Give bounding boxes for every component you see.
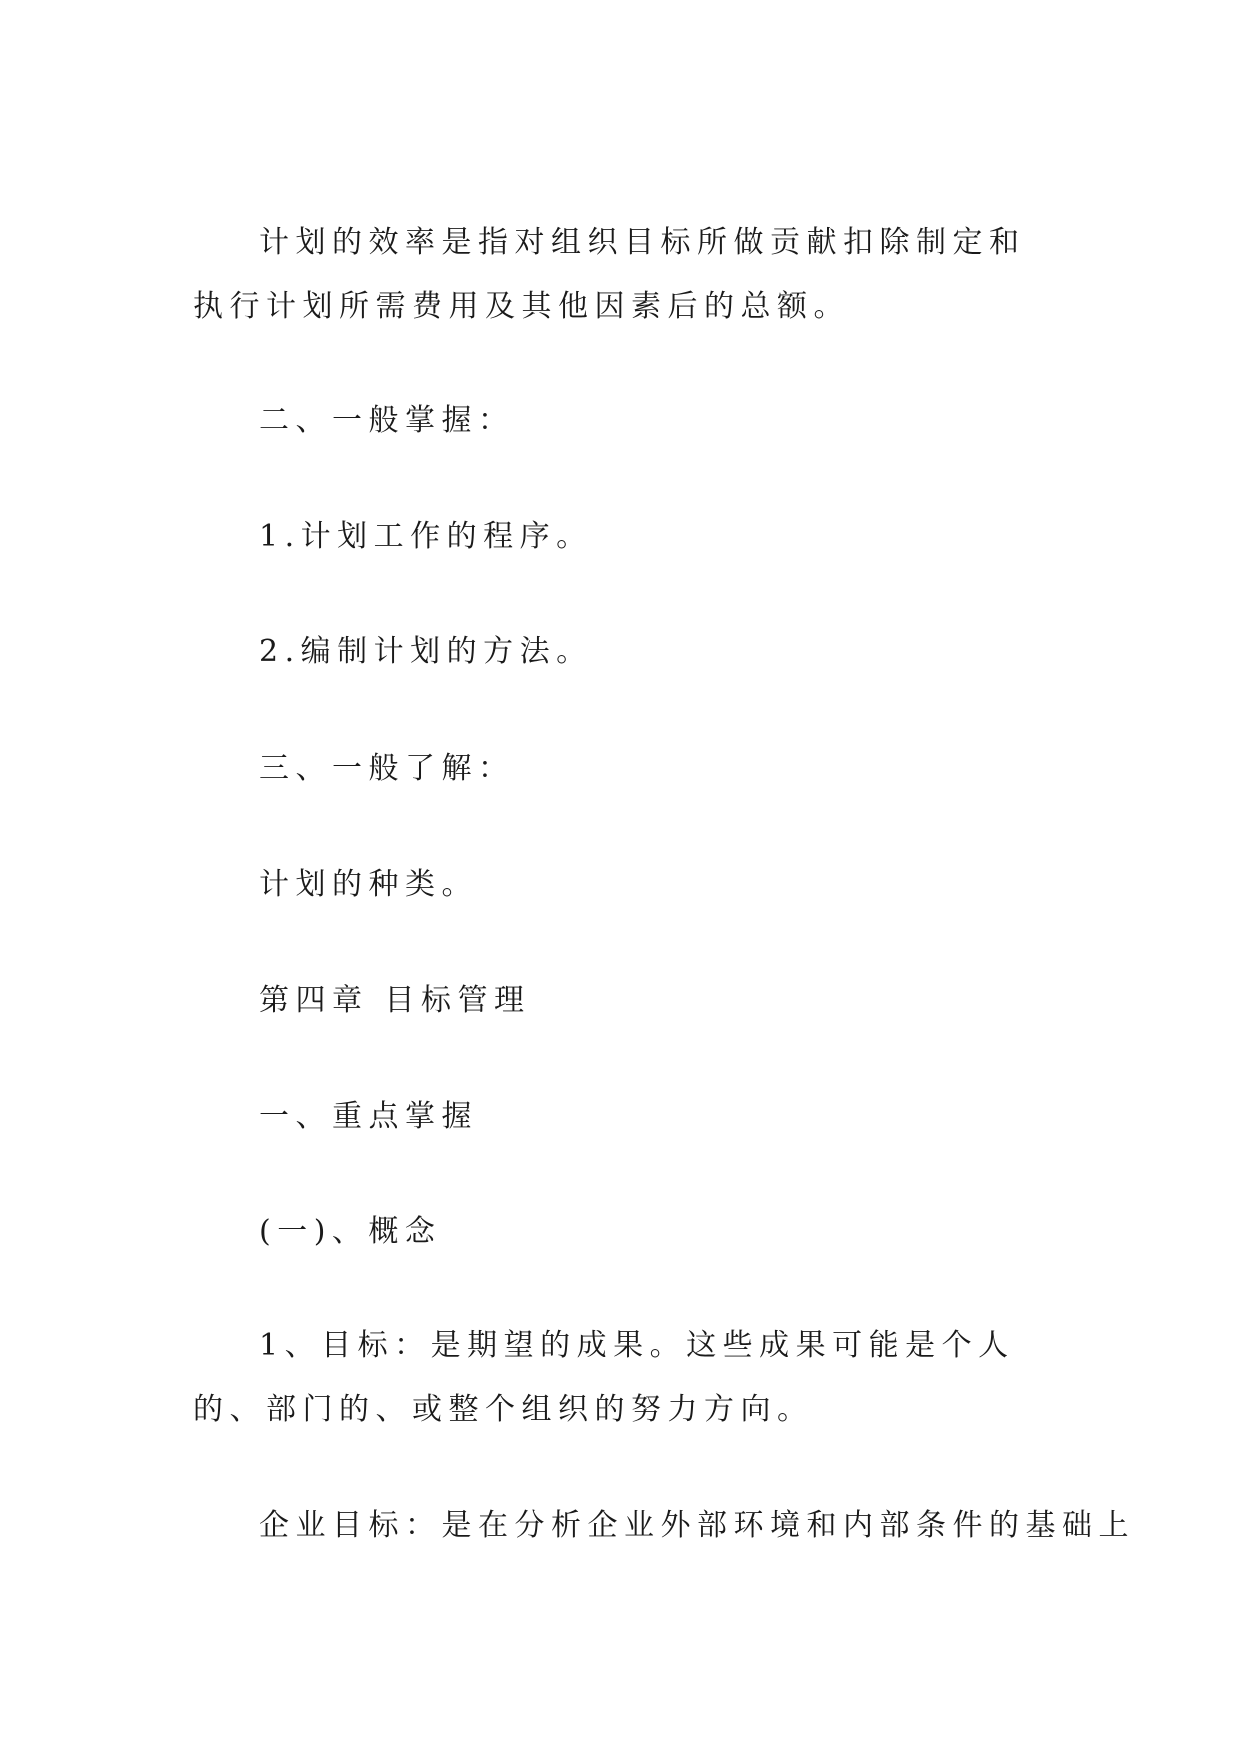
heading-key-mastery: 一、重点掌握 xyxy=(259,1099,478,1134)
chapter-title: 第四章 目标管理 xyxy=(259,983,531,1018)
paragraph-enterprise-goal: 企业目标：是在分析企业外部环境和内部条件的基础上 xyxy=(259,1508,1135,1543)
paragraph-plan-types: 计划的种类。 xyxy=(259,867,478,902)
list-item-planning-procedure: 1.计划工作的程序。 xyxy=(259,519,593,554)
heading-general-mastery: 二、一般掌握： xyxy=(259,403,515,438)
list-item-planning-methods: 2.编制计划的方法。 xyxy=(259,634,593,669)
paragraph-plan-efficiency: 计划的效率是指对组织目标所做贡献扣除制定和执行计划所需费用及其他因素后的总额。 xyxy=(193,225,1026,324)
heading-concepts: (一)、概念 xyxy=(259,1214,442,1249)
paragraph-goal-definition: 1、目标：是期望的成果。这些成果可能是个人的、部门的、或整个组织的努力方向。 xyxy=(193,1328,1015,1427)
heading-general-understanding: 三、一般了解： xyxy=(259,751,515,786)
